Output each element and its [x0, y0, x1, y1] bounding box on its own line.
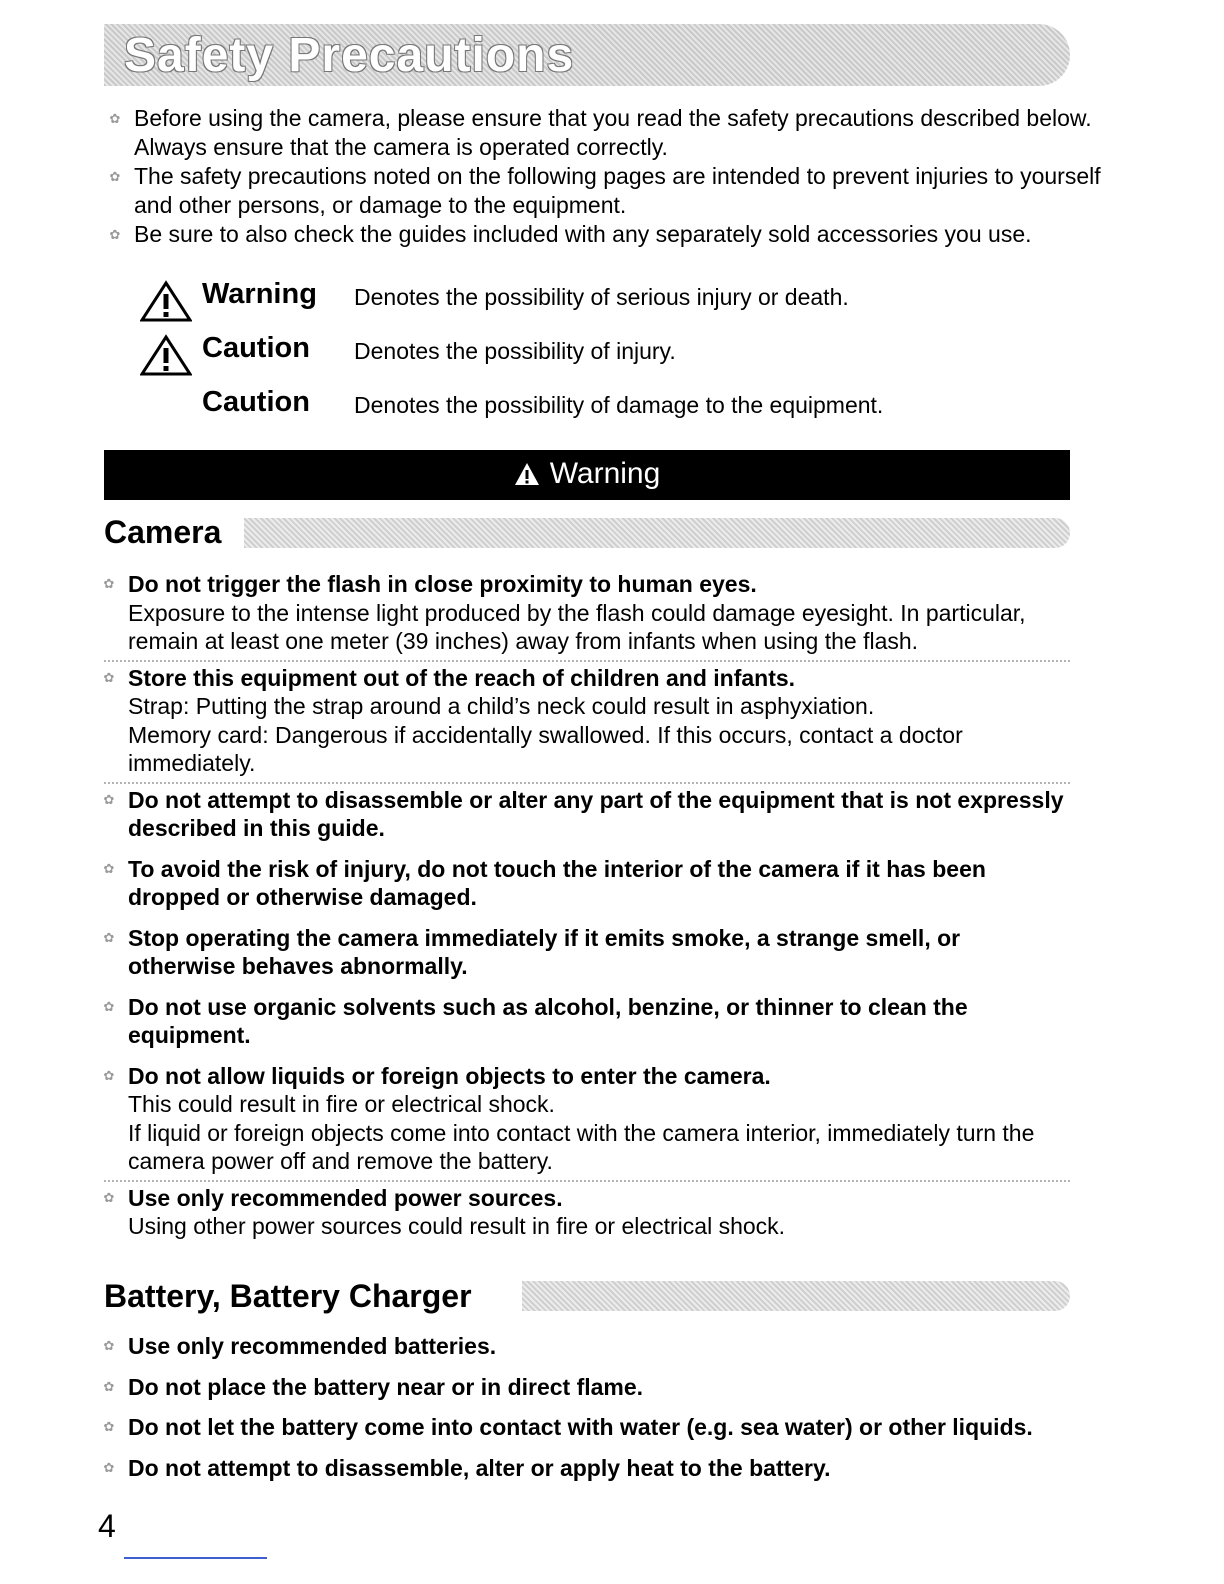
intro-item: ✿ Before using the camera, please ensure that you read the safety precautions described below. Always ensure that the camera is operated correctly. [106, 104, 1116, 162]
warning-banner [104, 450, 1070, 500]
bullet-icon: ✿ [109, 227, 121, 242]
camera-warning-list [104, 570, 1070, 1241]
list-item: ✿ Do not use organic solvents such as alcohol, benzine, or thinner to clean the equipment. [104, 993, 1070, 1050]
list-item: ✿ Do not place the battery near or in direct flame. [104, 1373, 1070, 1402]
bullet-icon: ✿ [109, 111, 121, 126]
list-item: ✿ Do not attempt to disassemble, alter or apply heat to the battery. [104, 1454, 1070, 1483]
legend-term: Caution [202, 332, 310, 364]
list-item: ✿ Store this equipment out of the reach of children and infants. Strap: Putting the strap around a child’s neck could result in asphyxiation. Memory card: Dangerous if accidentally swallowed. If this occurs, contact a doctor immediately. [104, 664, 1070, 784]
warning-triangle-icon [514, 462, 540, 486]
list-item: ✿ Do not attempt to disassemble or alter any part of the equipment that is not expressly described in this guide. [104, 786, 1070, 843]
legend-term: Warning [202, 278, 317, 310]
bullet-icon: ✿ [103, 929, 115, 945]
bullet-icon: ✿ [103, 860, 115, 876]
legend-desc: Denotes the possibility of serious injury or death. [354, 284, 849, 310]
legend-desc: Denotes the possibility of damage to the equipment. [354, 392, 884, 418]
intro-list [106, 104, 1116, 249]
bullet-icon: ✿ [103, 1067, 115, 1083]
section-heading-strip [522, 1281, 1070, 1311]
bullet-icon: ✿ [103, 1189, 115, 1205]
bullet-icon: ✿ [103, 1378, 115, 1394]
list-item: ✿ Stop operating the camera immediately if it emits smoke, a strange smell, or otherwise behaves abnormally. [104, 924, 1070, 981]
list-item: ✿ To avoid the risk of injury, do not touch the interior of the camera if it has been dropped or otherwise damaged. [104, 855, 1070, 912]
bullet-icon: ✿ [103, 791, 115, 807]
bullet-icon: ✿ [103, 669, 115, 685]
legend-term: Caution [202, 386, 310, 418]
bullet-icon: ✿ [103, 1338, 115, 1353]
footer-rule [124, 1557, 267, 1559]
intro-item: ✿ Be sure to also check the guides included with any separately sold accessories you use. [106, 220, 1116, 249]
list-item: ✿ Use only recommended batteries. [104, 1332, 1070, 1361]
bullet-icon: ✿ [103, 1419, 115, 1434]
list-item: ✿ Do not trigger the flash in close proximity to human eyes. Exposure to the intense light produced by the flash could damage eyesight. In particular, remain at least one meter (39 inches) away from infants when using the flash. [104, 570, 1070, 662]
section-heading-camera: Camera [104, 514, 222, 550]
list-item: ✿ Do not let the battery come into contact with water (e.g. sea water) or other liquids. [104, 1413, 1070, 1442]
bullet-icon: ✿ [103, 576, 115, 591]
bullet-icon: ✿ [103, 1459, 115, 1475]
intro-item: ✿ The safety precautions noted on the following pages are intended to prevent injuries to yourself and other persons, or damage to the equipment. [106, 162, 1116, 220]
list-item: ✿ Use only recommended power sources. Using other power sources could result in fire or electrical shock. [104, 1184, 1070, 1241]
page-title: Safety Precautions [124, 29, 575, 82]
page-number: 4 [98, 1508, 116, 1544]
warning-triangle-icon [140, 280, 192, 322]
list-item: ✿ Do not allow liquids or foreign objects to enter the camera. This could result in fire or electrical shock. If liquid or foreign objects come into contact with the camera interior, immediately turn the camera power off and remove the battery. [104, 1062, 1070, 1182]
warning-triangle-icon [140, 334, 192, 376]
section-heading-strip [244, 518, 1070, 548]
bullet-icon: ✿ [109, 169, 121, 184]
battery-warning-list [104, 1332, 1070, 1482]
bullet-icon: ✿ [103, 998, 115, 1014]
section-heading-battery: Battery, Battery Charger [104, 1278, 472, 1314]
legend-desc: Denotes the possibility of injury. [354, 338, 676, 364]
warning-banner-label: Warning [549, 457, 661, 490]
